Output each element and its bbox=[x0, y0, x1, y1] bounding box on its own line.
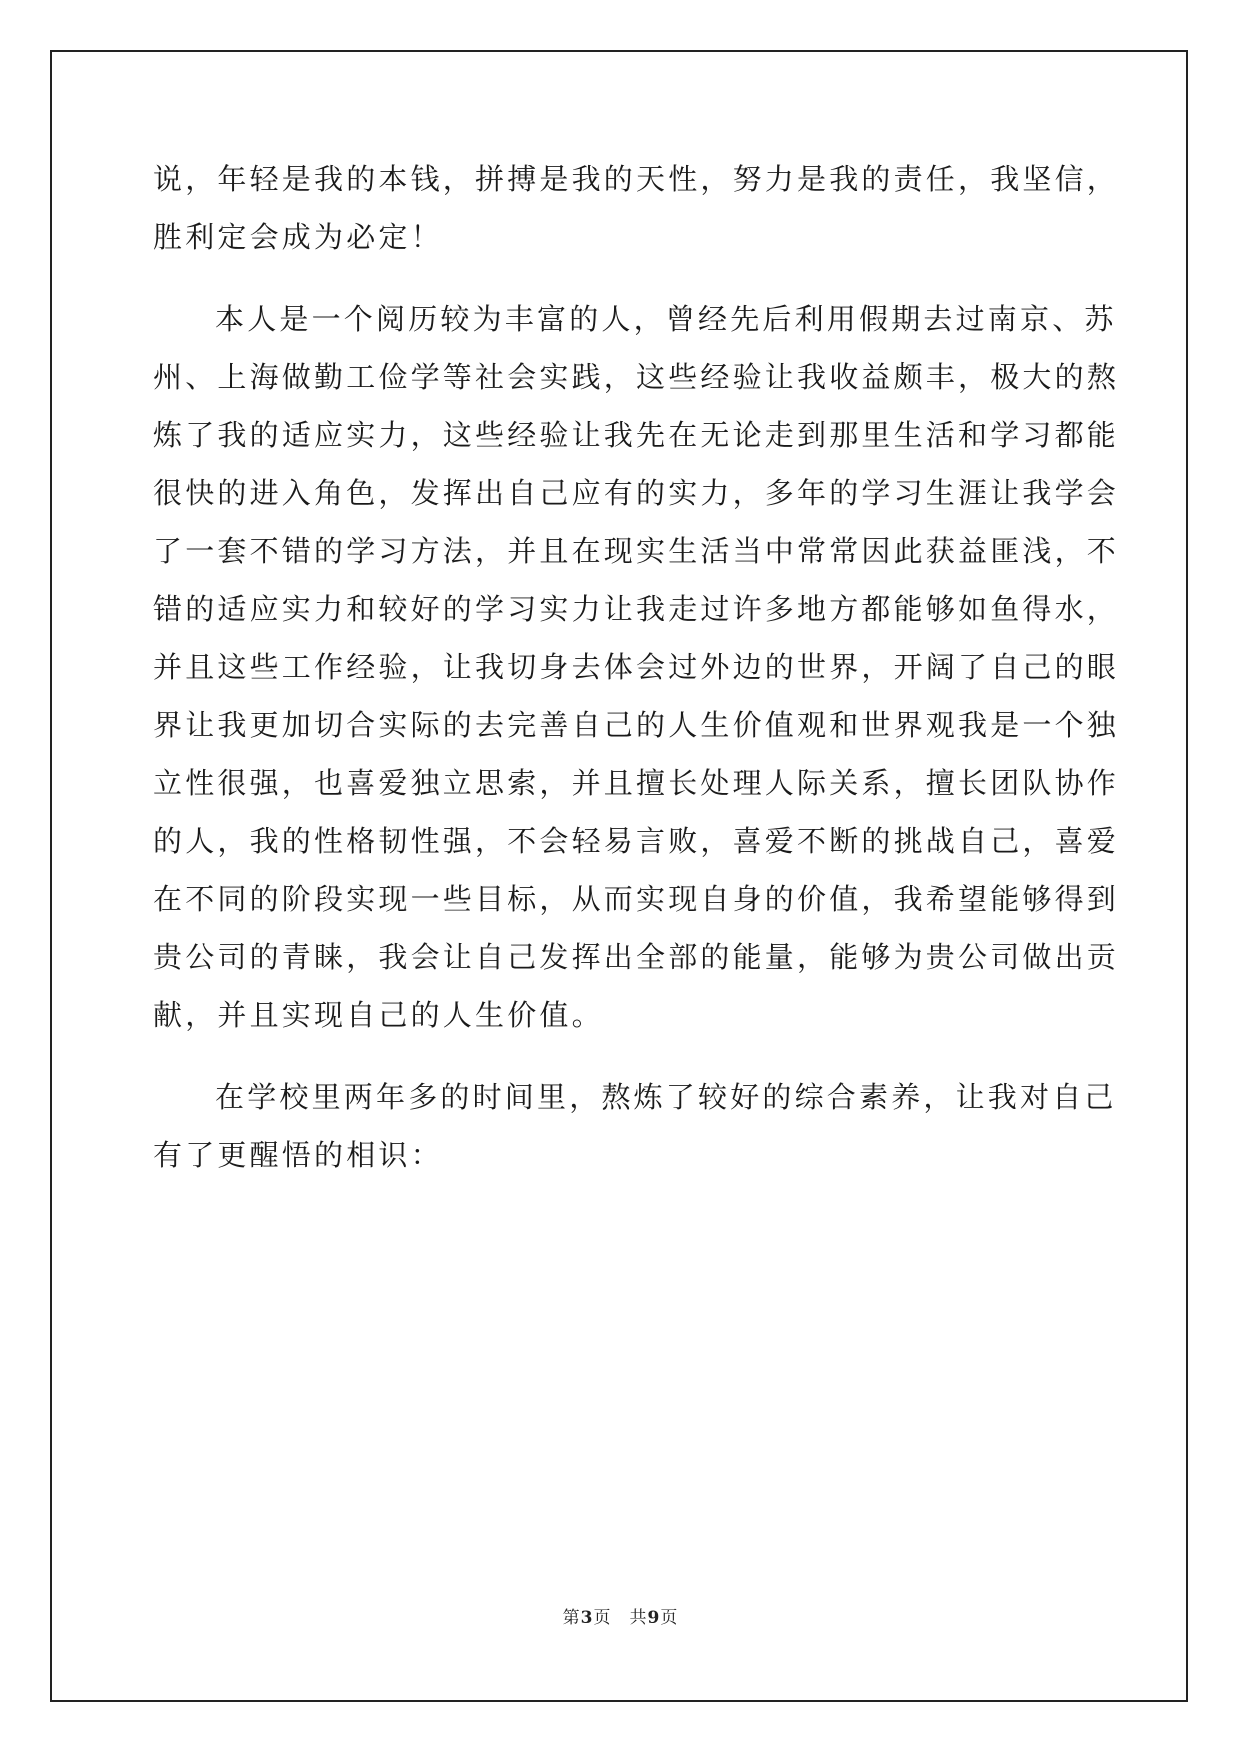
paragraph-3 bbox=[153, 1068, 1117, 1184]
text-line: 的人，我的性格韧性强，不会轻易言败，喜爱不断的挑战自己，喜爱 bbox=[153, 824, 1120, 858]
text-line: 立性很强，也喜爱独立思索，并且擅长处理人际关系，擅长团队协作 bbox=[153, 766, 1120, 800]
text-line: 很快的进入角色，发挥出自己应有的实力，多年的学习生涯让我学会 bbox=[153, 476, 1120, 510]
document-body bbox=[153, 150, 1120, 1184]
text-line: 错的适应实力和较好的学习实力让我走过许多地方都能够如鱼得水， bbox=[153, 592, 1120, 626]
page-footer bbox=[0, 1603, 1241, 1628]
text-line: 贵公司的青睐，我会让自己发挥出全部的能量，能够为贵公司做出贡 bbox=[153, 940, 1120, 974]
page-suffix: 页 bbox=[593, 1608, 612, 1628]
text-line: 州、上海做勤工俭学等社会实践，这些经验让我收益颇丰，极大的熬 bbox=[153, 360, 1120, 394]
total-page-number: 9 bbox=[647, 1608, 661, 1628]
total-prefix: 共 bbox=[629, 1608, 648, 1628]
text-line: 本人是一个阅历较为丰富的人，曾经先后利用假期去过南京、苏 bbox=[215, 302, 1117, 336]
text-line: 炼了我的适应实力，这些经验让我先在无论走到那里生活和学习都能 bbox=[153, 418, 1120, 452]
text-line: 有了更醒悟的相识： bbox=[153, 1138, 443, 1172]
current-page-number: 3 bbox=[580, 1608, 594, 1628]
paragraph-2 bbox=[153, 290, 1120, 1044]
text-line: 献，并且实现自己的人生价值。 bbox=[153, 998, 604, 1032]
text-line: 并且这些工作经验，让我切身去体会过外边的世界，开阔了自己的眼 bbox=[153, 650, 1120, 684]
text-line: 在不同的阶段实现一些目标，从而实现自身的价值，我希望能够得到 bbox=[153, 882, 1120, 916]
text-line: 界让我更加切合实际的去完善自己的人生价值观和世界观我是一个独 bbox=[153, 708, 1120, 742]
text-line: 说，年轻是我的本钱，拼搏是我的天性，努力是我的责任，我坚信， bbox=[153, 162, 1120, 196]
page-prefix: 第 bbox=[562, 1608, 581, 1628]
text-line: 了一套不错的学习方法，并且在现实生活当中常常因此获益匪浅，不 bbox=[153, 534, 1120, 568]
text-line: 胜利定会成为必定！ bbox=[153, 220, 443, 254]
total-suffix: 页 bbox=[660, 1608, 679, 1628]
paragraph-1 bbox=[153, 150, 1120, 266]
text-line: 在学校里两年多的时间里，熬炼了较好的综合素养，让我对自己 bbox=[215, 1080, 1117, 1114]
